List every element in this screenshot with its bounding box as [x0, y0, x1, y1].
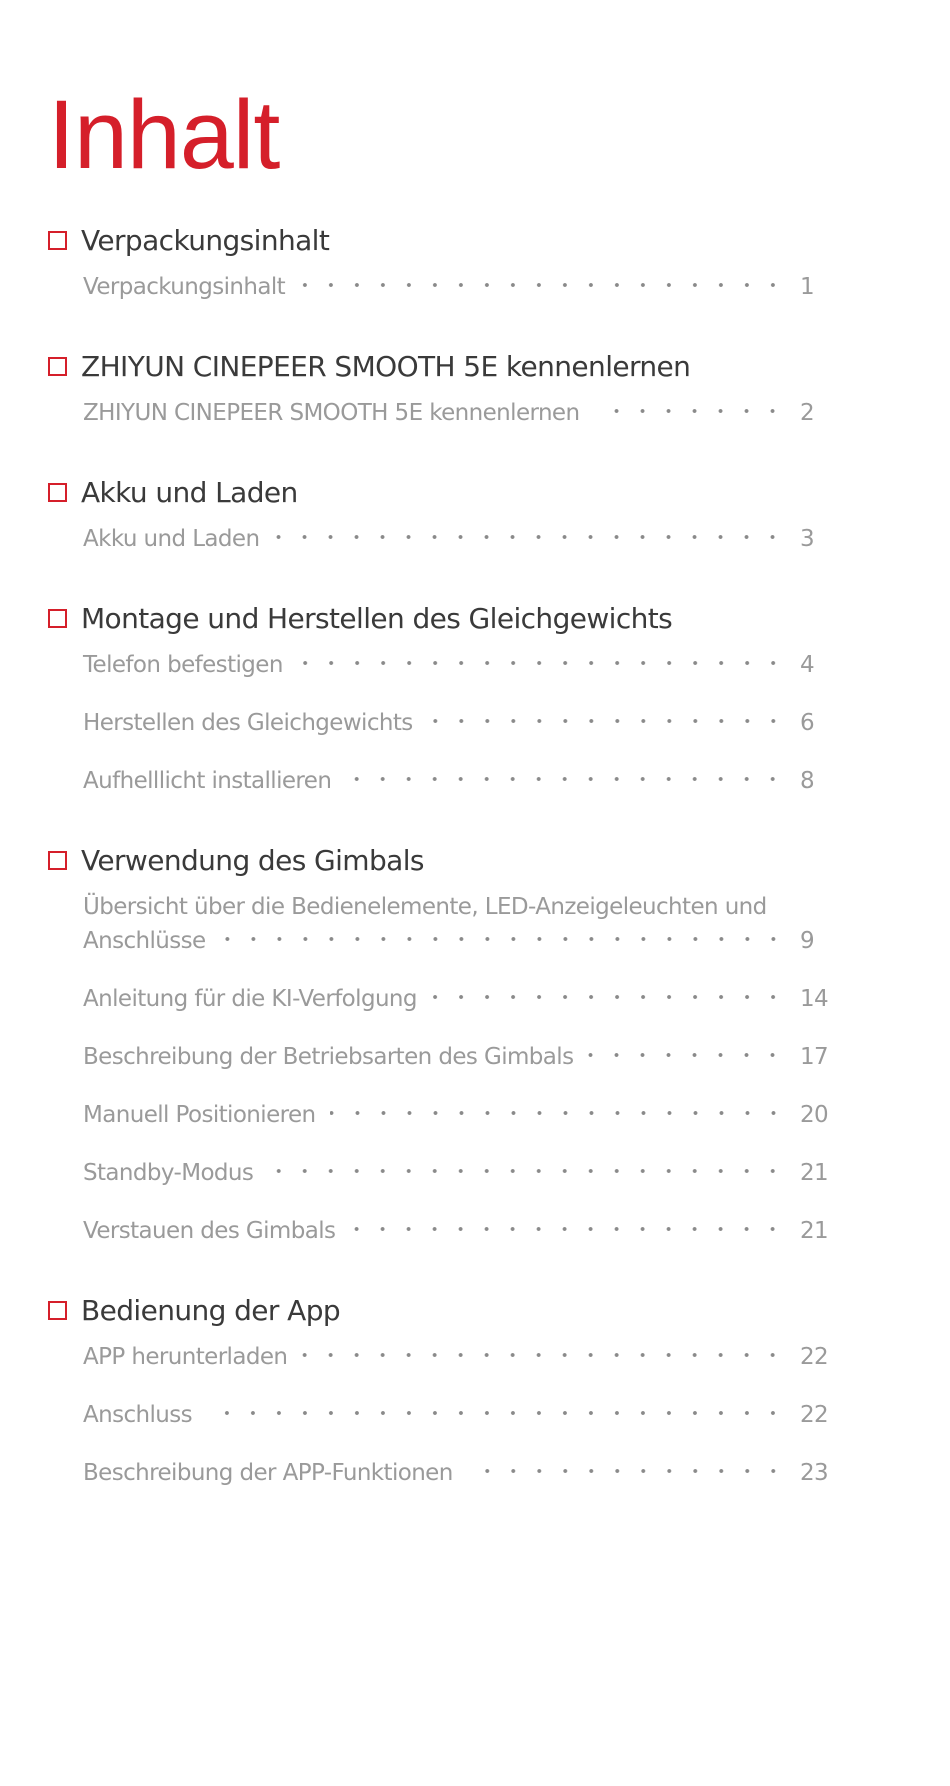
- toc-entry-row: [83, 924, 848, 960]
- dot-leader: [427, 712, 786, 730]
- toc-entry-page: 20: [800, 1102, 829, 1128]
- dot-leader: [587, 1046, 786, 1064]
- toc-entry-label: APP herunterladen: [83, 1344, 288, 1370]
- toc-entry-label-line1: Übersicht über die Bedienelemente, LED-Anzeigeleuchten und: [83, 894, 767, 920]
- toc-section-title: ZHIYUN CINEPEER SMOOTH 5E kennenlernen: [81, 349, 691, 383]
- toc-section-header[interactable]: [48, 1288, 848, 1332]
- dot-leader: [431, 988, 786, 1006]
- dot-leader: [267, 1162, 786, 1180]
- toc-entry-page: 22: [800, 1344, 829, 1370]
- checkbox-icon: [48, 483, 67, 502]
- dot-leader: [220, 930, 786, 948]
- dot-leader: [345, 770, 786, 788]
- toc-entry-label: Aufhelllicht installieren: [83, 768, 332, 794]
- dot-leader: [206, 1404, 786, 1422]
- dot-leader: [301, 1346, 786, 1364]
- toc-entry[interactable]: [83, 1332, 848, 1376]
- checkbox-icon: [48, 851, 67, 870]
- dot-leader: [467, 1462, 786, 1480]
- toc-section-header[interactable]: [48, 218, 848, 262]
- toc-section-header[interactable]: [48, 596, 848, 640]
- toc-entry[interactable]: [83, 960, 848, 1018]
- dot-leader: [349, 1220, 786, 1238]
- toc-entry-label: Akku und Laden: [83, 526, 260, 552]
- toc-entry-page: 21: [800, 1160, 829, 1186]
- toc-entry[interactable]: [83, 1134, 848, 1192]
- toc-entry-page: 22: [800, 1402, 829, 1428]
- toc-section: [48, 838, 848, 1250]
- checkbox-icon: [48, 1301, 67, 1320]
- toc-section: [48, 596, 848, 800]
- toc-section: [48, 218, 848, 306]
- dot-leader: [593, 402, 786, 420]
- toc-entry-page: 6: [800, 710, 815, 736]
- checkbox-icon: [48, 231, 67, 250]
- toc-entry[interactable]: [83, 684, 848, 742]
- checkbox-icon: [48, 357, 67, 376]
- toc-section-title: Verwendung des Gimbals: [81, 843, 424, 877]
- toc-entry[interactable]: [83, 742, 848, 800]
- toc-entry-label-line2: Anschlüsse: [83, 928, 206, 954]
- toc-entry-page: 4: [800, 652, 815, 678]
- toc-entry-label: Verpackungsinhalt: [83, 274, 286, 300]
- toc-entry[interactable]: [83, 1018, 848, 1076]
- toc-entry-label: Beschreibung der Betriebsarten des Gimbals: [83, 1044, 574, 1070]
- dot-leader: [273, 528, 786, 546]
- toc-entry-page: 3: [800, 526, 815, 552]
- toc-entry-label: Herstellen des Gleichgewichts: [83, 710, 413, 736]
- toc-entry[interactable]: [83, 882, 848, 960]
- toc-entry-label: Anleitung für die KI-Verfolgung: [83, 986, 417, 1012]
- toc-entry[interactable]: [83, 514, 848, 558]
- toc-section-title: Akku und Laden: [81, 475, 298, 509]
- toc-entry[interactable]: [83, 388, 848, 432]
- dot-leader: [330, 1104, 786, 1122]
- toc-entry-label: Standby-Modus: [83, 1160, 254, 1186]
- toc-entry-page: 17: [800, 1044, 829, 1070]
- toc-entry-page: 14: [800, 986, 829, 1012]
- toc-section-header[interactable]: [48, 838, 848, 882]
- toc-section-title: Bedienung der App: [81, 1293, 341, 1327]
- toc-section-title: Montage und Herstellen des Gleichgewichts: [81, 601, 673, 635]
- page-title: Inhalt: [48, 80, 280, 189]
- toc-entry-label: Manuell Positionieren: [83, 1102, 316, 1128]
- toc-entry-page: 2: [800, 400, 815, 426]
- toc-section: [48, 344, 848, 432]
- toc-entry-label: Anschluss: [83, 1402, 193, 1428]
- toc-entry-label: Telefon befestigen: [83, 652, 283, 678]
- toc-entry[interactable]: [83, 1434, 848, 1492]
- toc-entry[interactable]: [83, 640, 848, 684]
- toc-entry[interactable]: [83, 1076, 848, 1134]
- toc-entry-label: Beschreibung der APP-Funktionen: [83, 1460, 453, 1486]
- toc-entry-page: 8: [800, 768, 815, 794]
- toc-section-title: Verpackungsinhalt: [81, 223, 330, 257]
- toc-entry-page: 1: [800, 274, 815, 300]
- toc-entry[interactable]: [83, 1376, 848, 1434]
- toc-section-header[interactable]: [48, 470, 848, 514]
- toc-entry-label: ZHIYUN CINEPEER SMOOTH 5E kennenlernen: [83, 400, 580, 426]
- toc-section-header[interactable]: [48, 344, 848, 388]
- dot-leader: [297, 654, 786, 672]
- dot-leader: [299, 276, 786, 294]
- checkbox-icon: [48, 609, 67, 628]
- toc-entry-page: 9: [800, 928, 815, 954]
- toc-section: [48, 470, 848, 558]
- table-of-contents: [48, 218, 848, 1530]
- toc-entry-page: 21: [800, 1218, 829, 1244]
- toc-entry-label: Verstauen des Gimbals: [83, 1218, 336, 1244]
- toc-entry[interactable]: [83, 1192, 848, 1250]
- toc-entry[interactable]: [83, 262, 848, 306]
- toc-section: [48, 1288, 848, 1492]
- toc-entry-page: 23: [800, 1460, 829, 1486]
